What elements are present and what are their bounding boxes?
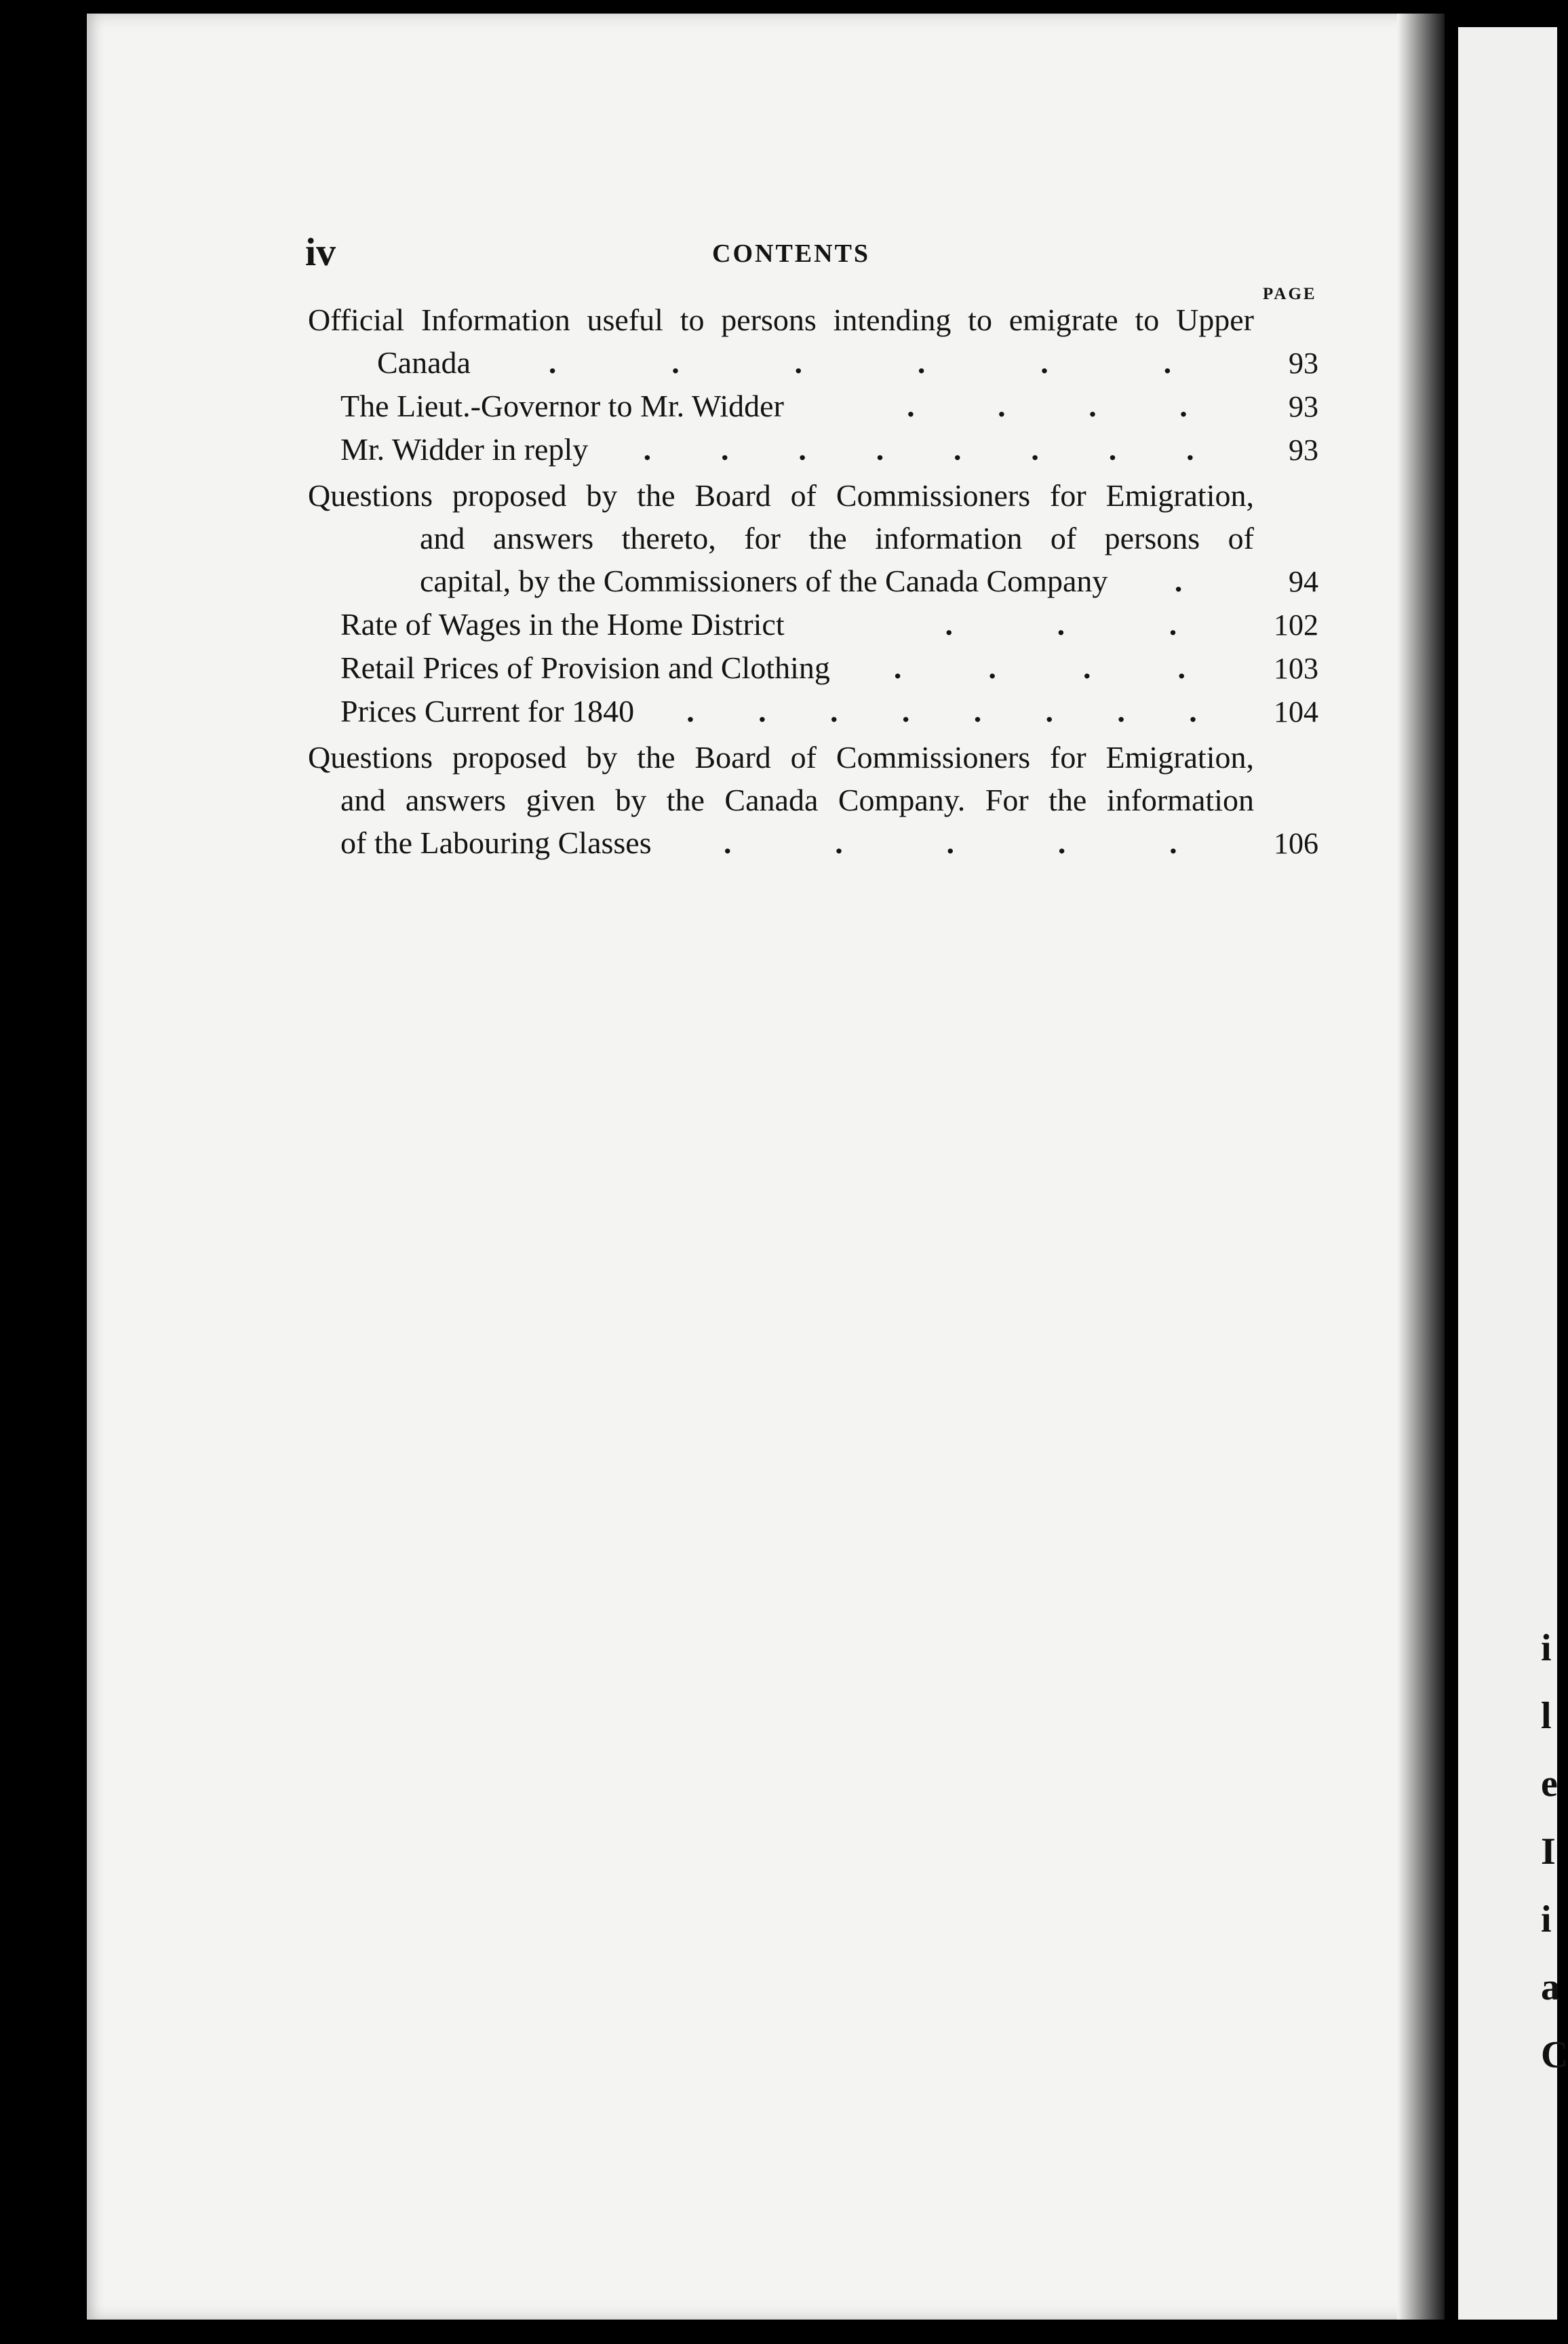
toc-entry	[308, 385, 1318, 428]
toc-entry-line: Mr. Widder in reply	[340, 432, 589, 467]
toc-entry-line: and answers thereto, for the information of persons of	[420, 521, 1254, 555]
toc-entry-line: The Lieut.-Governor to Mr. Widder	[340, 389, 784, 423]
toc-entry-line: Retail Prices of Provision and Clothing	[340, 650, 830, 685]
toc-entry-line: Questions proposed by the Board of Commissioners for Emigration,	[308, 740, 1254, 775]
dot-leader: . . . . . . . .	[643, 432, 1194, 467]
toc-entry-line: Prices Current for 1840	[340, 694, 635, 728]
toc-entry-line: Canada	[377, 345, 471, 380]
page-number: 103	[1274, 652, 1318, 685]
toc-entry	[308, 736, 1318, 865]
page-number: 93	[1289, 347, 1318, 380]
toc-entry	[308, 298, 1318, 385]
toc-entry	[308, 603, 1318, 646]
page-number: 102	[1274, 608, 1318, 642]
page-number: 104	[1274, 695, 1318, 728]
page-column-label: PAGE	[1263, 285, 1317, 303]
page-number: 94	[1289, 565, 1318, 598]
running-title: CONTENTS	[712, 239, 871, 268]
page-header	[305, 229, 1322, 274]
toc-entry-line: of the Labouring Classes	[340, 825, 652, 860]
next-page-letter: i	[1541, 1898, 1552, 1940]
toc-entry-line: Questions proposed by the Board of Commissioners for Emigration,	[308, 478, 1254, 513]
gutter-shadow	[1397, 14, 1445, 2320]
dot-leader: .	[1174, 564, 1183, 598]
page-numeral: iv	[305, 230, 336, 274]
next-page-fragment	[1541, 1614, 1568, 2089]
next-page-letter: I	[1541, 1831, 1556, 1873]
page-number: 93	[1289, 433, 1318, 467]
toc-entry	[308, 474, 1318, 603]
next-page-letter: i	[1541, 1627, 1552, 1669]
page-number: 93	[1289, 390, 1318, 423]
toc-entry	[308, 690, 1318, 733]
next-page-letter: l	[1541, 1695, 1552, 1737]
next-page-letter: C	[1541, 2034, 1568, 2076]
next-page-letter: a	[1541, 1966, 1560, 2008]
table-of-contents	[308, 298, 1318, 865]
dot-leader: . . .	[945, 607, 1177, 642]
next-page-letter: e	[1541, 1763, 1558, 1805]
toc-entry-line: and answers given by the Canada Company. For the information	[340, 783, 1254, 817]
toc-entry-line: Official Information useful to persons intending to emigrate to Upper	[308, 302, 1254, 337]
dot-leader: . . . . .	[724, 825, 1177, 860]
toc-entry-line: Rate of Wages in the Home District	[340, 607, 785, 642]
dot-leader: . . . .	[907, 389, 1188, 423]
page-number: 106	[1274, 827, 1318, 860]
dot-leader: . . . . . . . .	[686, 694, 1197, 728]
dot-leader: . . . . . .	[548, 345, 1172, 380]
toc-entry	[308, 646, 1318, 690]
toc-entry-line: capital, by the Commissioners of the Canada Company	[420, 564, 1108, 598]
dot-leader: . . . .	[893, 650, 1185, 685]
toc-entry	[308, 428, 1318, 471]
